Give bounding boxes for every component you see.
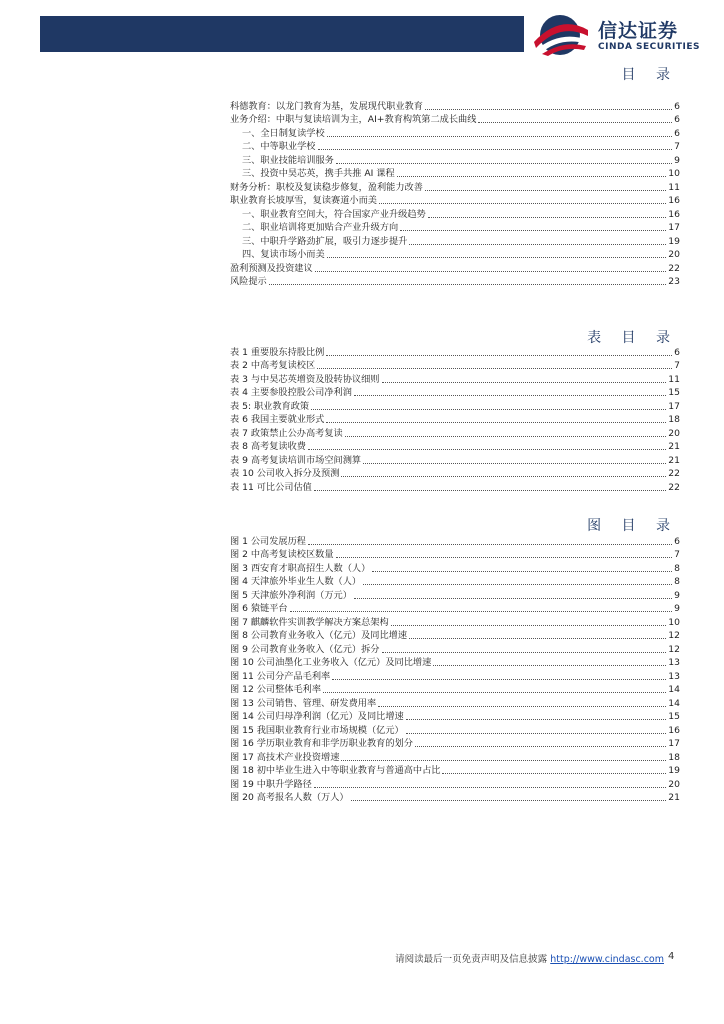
figures-entry[interactable] [230,628,680,642]
figures-entry-page[interactable]: 9 [674,589,680,601]
dot-leader [341,760,666,761]
dot-leader [318,149,673,150]
contents-entry[interactable] [230,220,680,234]
figures-entry[interactable] [230,560,680,574]
figures-entry-page[interactable]: 12 [668,630,680,641]
figures-entry[interactable] [230,749,680,763]
figures-entry-page[interactable]: 14 [668,697,680,709]
figures-entry-page[interactable]: 8 [674,562,680,574]
dot-leader [379,203,666,204]
tables-entry[interactable] [230,398,680,412]
figures-entry-page[interactable]: 10 [668,616,680,628]
dot-leader [308,544,672,545]
figures-entry[interactable] [230,547,680,561]
figures-entry-page[interactable]: 20 [668,778,680,790]
footer-website-link[interactable]: http://www.cindasc.com [550,954,664,965]
figures-entry[interactable] [230,722,680,736]
dot-leader [406,733,667,734]
figures-entry[interactable] [230,790,680,804]
cinda-globe-icon [530,12,592,58]
contents-entry-title[interactable]: 财务分析：职校及复读稳步修复，盈利能力改善 [230,181,423,193]
tables-entry[interactable] [230,425,680,439]
contents-entry[interactable] [230,233,680,247]
tables-entry-page[interactable]: 18 [668,414,680,425]
tables-entry-title[interactable]: 表 6 我国主要就业形式 [230,414,325,425]
figures-entry[interactable] [230,736,680,750]
dot-leader [478,122,672,123]
dot-leader [341,476,666,477]
figures-entry-title[interactable]: 图 9 公司教育业务收入（亿元）拆分 [230,643,380,655]
figures-entry-page[interactable]: 12 [668,643,680,655]
tables-entry-title[interactable]: 表 3 与中昊芯英增资及股转协议细则 [230,373,380,385]
dot-leader [382,382,667,383]
contents-entry-page[interactable]: 16 [668,208,680,220]
figures-entry[interactable] [230,601,680,615]
footer-disclaimer-text: 请阅读最后一页免责声明及信息披露 [395,954,548,965]
figures-entry-title[interactable]: 图 4 天津旅外毕业生人数（人） [230,576,362,587]
contents-entry-page[interactable]: 6 [674,100,680,112]
dot-leader [428,217,667,218]
dot-leader [425,109,672,110]
dot-leader [382,652,667,653]
figures-entry[interactable] [230,763,680,777]
figures-entry-title[interactable]: 图 3 西安育才职高招生人数（人） [230,562,371,574]
contents-entry[interactable] [230,247,680,261]
figures-entry-title[interactable]: 图 14 公司归母净利润（亿元）及同比增速 [230,711,404,722]
dot-leader [327,257,667,258]
figures-entry-page[interactable]: 18 [668,751,680,763]
dot-leader [354,598,672,599]
dot-leader [269,284,667,285]
contents-entry-title[interactable]: 二、职业培训将更加贴合产业升级方向 [242,222,399,233]
dot-leader [409,244,666,245]
figures-entry-page[interactable]: 13 [668,657,680,668]
tables-entry-page[interactable]: 6 [674,346,680,358]
figures-entry[interactable] [230,709,680,723]
tables-entry-title[interactable]: 表 10 公司收入拆分及预测 [230,468,340,479]
dot-leader [323,692,666,693]
contents-entry-page[interactable]: 23 [668,276,680,287]
dot-leader [400,230,666,231]
tables-entry-title[interactable]: 表 1 重要股东持股比例 [230,346,325,358]
dot-leader [351,800,667,801]
contents-entry-page[interactable]: 11 [668,181,680,193]
figures-entry-title[interactable]: 图 11 公司分产品毛利率 [230,670,331,682]
dot-leader [290,611,673,612]
figures-entry[interactable] [230,641,680,655]
dot-leader [372,571,672,572]
dot-leader [433,665,666,666]
figures-entry-page[interactable]: 8 [674,576,680,587]
dot-leader [406,719,667,720]
contents-entry[interactable] [230,112,680,126]
dot-leader [308,449,666,450]
figures-entry-title[interactable]: 图 8 公司教育业务收入（亿元）及同比增速 [230,630,408,641]
dot-leader [415,746,666,747]
tables-entry[interactable] [230,358,680,372]
tables-entry-page[interactable]: 7 [674,360,680,371]
tables-entry[interactable] [230,479,680,493]
dot-leader [336,163,672,164]
tables-entry-title[interactable]: 表 2 中高考复读校区 [230,360,316,371]
tables-entry-title[interactable]: 表 7 政策禁止公办高考复读 [230,427,343,439]
tables-entry[interactable] [230,466,680,480]
contents-entry-page[interactable]: 7 [674,141,680,152]
contents-entry-page[interactable]: 6 [674,114,680,125]
figures-list-title: 图 目 录 [587,518,678,534]
tables-entry-title[interactable]: 表 4 主要参股控股公司净利润 [230,387,352,398]
contents-entry-page[interactable]: 17 [668,222,680,233]
dot-leader [425,190,666,191]
figures-entry-page[interactable]: 15 [668,711,680,722]
contents-list [230,98,680,287]
page-number: 4 [668,951,675,962]
figures-entry-title[interactable]: 图 19 中职升学路径 [230,778,312,790]
dot-leader [409,638,666,639]
contents-entry-title[interactable]: 风险提示 [230,276,267,287]
dot-leader [314,787,666,788]
figures-entry-page[interactable]: 14 [668,684,680,695]
tables-entry-page[interactable]: 21 [668,441,680,452]
contents-entry[interactable] [230,260,680,274]
contents-entry-page[interactable]: 16 [668,195,680,206]
tables-list-title: 表 目 录 [587,330,678,346]
tables-entry-page[interactable]: 21 [668,454,680,466]
tables-entry[interactable] [230,439,680,453]
tables-entry[interactable] [230,385,680,399]
figures-entry[interactable] [230,655,680,669]
contents-entry-title[interactable]: 三、投资中昊芯英，携手共推 AI 课程 [242,168,395,179]
figures-entry-title[interactable]: 图 20 高考报名人数（万人） [230,792,349,803]
tables-entry-page[interactable]: 11 [668,373,680,385]
tables-entry-page[interactable]: 22 [668,481,680,493]
dot-leader [336,557,673,558]
figures-entry-title[interactable]: 图 17 高技术产业投资增速 [230,751,340,763]
figures-entry-title[interactable]: 图 6 猿链平台 [230,603,288,614]
figures-entry-page[interactable]: 13 [668,670,680,682]
figures-entry[interactable] [230,587,680,601]
dot-leader [311,409,666,410]
figures-entry-title[interactable]: 图 10 公司油墨化工业务收入（亿元）及同比增速 [230,657,432,668]
dot-leader [315,271,667,272]
figures-entry-title[interactable]: 图 13 公司销售、管理、研发费用率 [230,697,377,709]
tables-list [230,344,680,493]
contents-entry[interactable] [230,166,680,180]
cinda-logo [530,12,710,60]
dot-leader [314,490,666,491]
contents-entry-title[interactable]: 四、复读市场小而美 [242,249,325,260]
footer-disclaimer [395,951,664,965]
tables-entry-title[interactable]: 表 5: 职业教育政策 [230,400,310,412]
tables-entry-title[interactable]: 表 9 高考复读培训市场空间测算 [230,454,362,466]
contents-entry-title[interactable]: 二、中等职业学校 [242,141,316,152]
contents-entry-title[interactable]: 科德教育：以龙门教育为基，发展现代职业教育 [230,100,423,112]
dot-leader [363,584,672,585]
figures-entry-title[interactable]: 图 7 麒麟软件实训教学解决方案总架构 [230,616,389,628]
tables-entry-page[interactable]: 15 [668,387,680,398]
figures-entry-page[interactable]: 7 [674,549,680,560]
figures-entry-title[interactable]: 图 12 公司整体毛利率 [230,684,322,695]
tables-entry-title[interactable]: 表 11 可比公司估值 [230,481,312,493]
dot-leader [345,436,667,437]
contents-entry[interactable] [230,125,680,139]
contents-entry-title[interactable]: 一、职业教育空间大，符合国家产业升级趋势 [242,208,426,220]
contents-entry[interactable] [230,98,680,112]
tables-entry[interactable] [230,371,680,385]
contents-entry-title[interactable]: 职业教育长坡厚雪，复读赛道小而美 [230,195,377,206]
dot-leader [327,136,672,137]
contents-title: 目 录 [621,67,678,83]
dot-leader [378,706,666,707]
logo-chinese-text: 信达证券 [598,20,679,42]
dot-leader [326,422,666,423]
dot-leader [317,368,672,369]
contents-entry-title[interactable]: 三、职业技能培训服务 [242,154,334,166]
tables-entry-page[interactable]: 22 [668,468,680,479]
contents-entry-title[interactable]: 一、全日制复读学校 [242,127,325,139]
dot-leader [332,679,666,680]
dot-leader [391,625,667,626]
contents-entry-title[interactable]: 盈利预测及投资建议 [230,262,313,274]
contents-entry-page[interactable]: 19 [668,235,680,247]
figures-list [230,533,680,803]
tables-entry[interactable] [230,412,680,426]
contents-entry-title[interactable]: 业务介绍：中职与复读培训为主，AI+教育构筑第二成长曲线 [230,114,477,125]
tables-entry-page[interactable]: 20 [668,427,680,439]
figures-entry-page[interactable]: 21 [668,792,680,803]
figures-entry-page[interactable]: 6 [674,535,680,547]
dot-leader [326,355,672,356]
dot-leader [363,463,666,464]
dot-leader [442,773,666,774]
figures-entry-page[interactable]: 9 [674,603,680,614]
contents-entry[interactable] [230,152,680,166]
figures-entry-title[interactable]: 图 5 天津旅外净利润（万元） [230,589,352,601]
figures-entry[interactable] [230,668,680,682]
figures-entry[interactable] [230,682,680,696]
tables-entry-title[interactable]: 表 8 高考复读收费 [230,441,306,452]
contents-entry[interactable] [230,179,680,193]
contents-entry[interactable] [230,274,680,288]
figures-entry[interactable] [230,574,680,588]
figures-entry-page[interactable]: 16 [668,724,680,736]
logo-english-text: CINDA SECURITIES [598,42,700,52]
figures-entry-title[interactable]: 图 16 学历职业教育和非学历职业教育的划分 [230,738,413,749]
figures-entry-title[interactable]: 图 1 公司发展历程 [230,535,306,547]
tables-entry[interactable] [230,344,680,358]
contents-entry-title[interactable]: 三、中职升学路劲扩展，吸引力逐步提升 [242,235,408,247]
figures-entry-title[interactable]: 图 2 中高考复读校区数量 [230,549,334,560]
contents-entry-page[interactable]: 6 [674,127,680,139]
dot-leader [397,176,667,177]
contents-entry-page[interactable]: 9 [674,154,680,166]
contents-entry-page[interactable]: 20 [668,249,680,260]
figures-entry[interactable] [230,533,680,547]
figures-entry[interactable] [230,614,680,628]
header-bar [40,16,524,52]
figures-entry-page[interactable]: 17 [668,738,680,749]
figures-entry-title[interactable]: 图 15 我国职业教育行业市场规模（亿元） [230,724,404,736]
contents-entry[interactable] [230,193,680,207]
tables-entry-page[interactable]: 17 [668,400,680,412]
contents-entry-page[interactable]: 10 [668,168,680,179]
figures-entry-title[interactable]: 图 18 初中毕业生进入中等职业教育与普通高中占比 [230,765,441,776]
figures-entry-page[interactable]: 19 [668,765,680,776]
figures-entry[interactable] [230,776,680,790]
contents-entry[interactable] [230,206,680,220]
contents-entry-page[interactable]: 22 [668,262,680,274]
tables-entry[interactable] [230,452,680,466]
figures-entry[interactable] [230,695,680,709]
contents-entry[interactable] [230,139,680,153]
dot-leader [354,395,666,396]
